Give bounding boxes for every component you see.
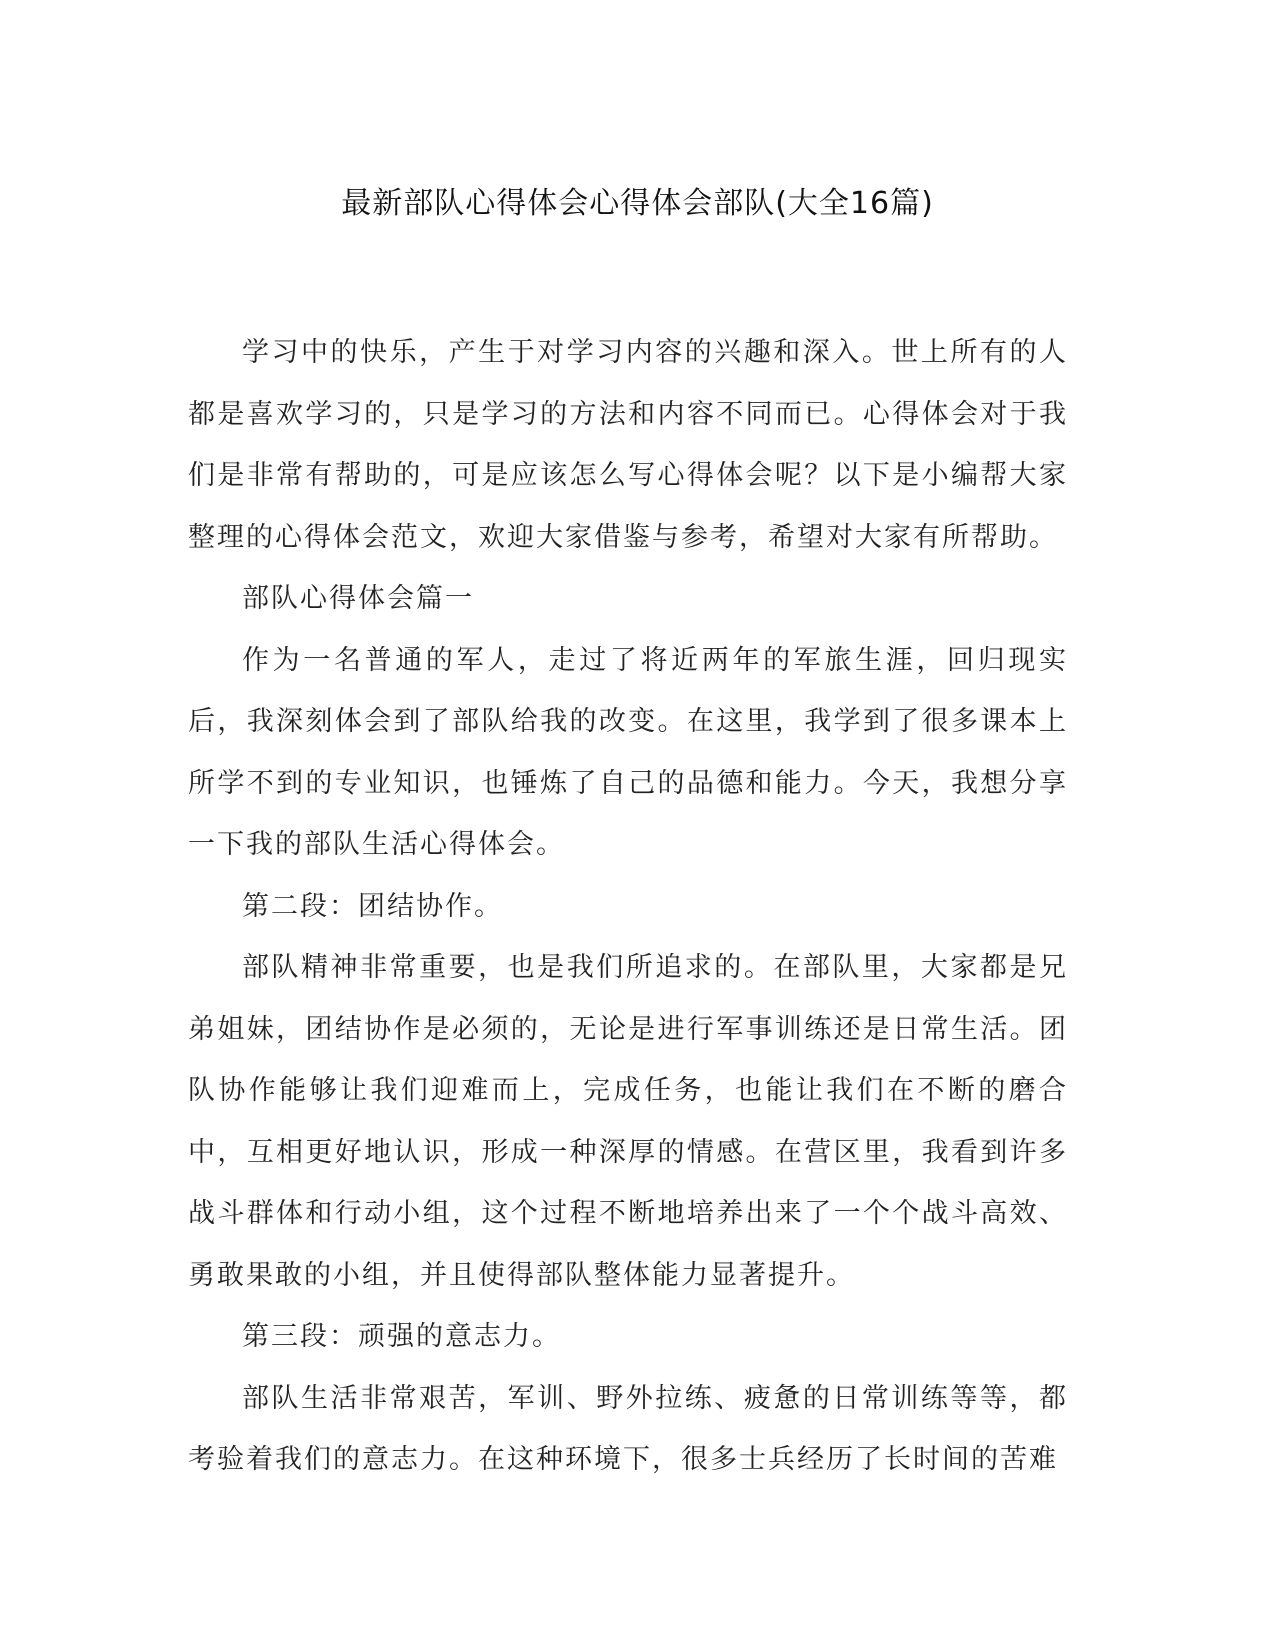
body-paragraph: 部队生活非常艰苦，军训、野外拉练、疲惫的日常训练等等，都考验着我们的意志力。在这种环境下，很多士兵经历了长时间的苦难: [188, 1382, 1068, 1475]
body-paragraph: 部队精神非常重要，也是我们所追求的。在部队里，大家都是兄弟姐妹，团结协作是必须的，无论是进行军事训练还是日常生活。团队协作能够让我们迎难而上，完成任务，也能让我们在不断的磨合中，互相更好地认识，形成一种深厚的情感。在营区里，我看到许多战斗群体和行动小组，这个过程不断地培养出来了一个个战斗高效、勇敢果敢的小组，并且使得部队整体能力显著提升。: [188, 952, 1068, 1291]
body-paragraph: 作为一名普通的军人，走过了将近两年的军旅生涯，回归现实后，我深刻体会到了部队给我的改变。在这里，我学到了很多课本上所学不到的专业知识，也锤炼了自己的品德和能力。今天，我想分享一下我的部队生活心得体会。: [188, 644, 1068, 860]
document-title: 最新部队心得体会心得体会部队(大全16篇): [341, 186, 934, 221]
section-heading-part-two: 第二段：团结协作。: [242, 890, 503, 922]
section-heading-part-one: 部队心得体会篇一: [242, 583, 474, 614]
document-body: [188, 322, 1068, 1491]
section-heading-part-three: 第三段：顽强的意志力。: [242, 1321, 561, 1352]
intro-paragraph: 学习中的快乐，产生于对学习内容的兴趣和深入。世上所有的人都是喜欢学习的，只是学习的方法和内容不同而已。心得体会对于我们是非常有帮助的，可是应该怎么写心得体会呢？以下是小编帮大家整理的心得体会范文，欢迎大家借鉴与参考，希望对大家有所帮助。: [188, 337, 1068, 553]
